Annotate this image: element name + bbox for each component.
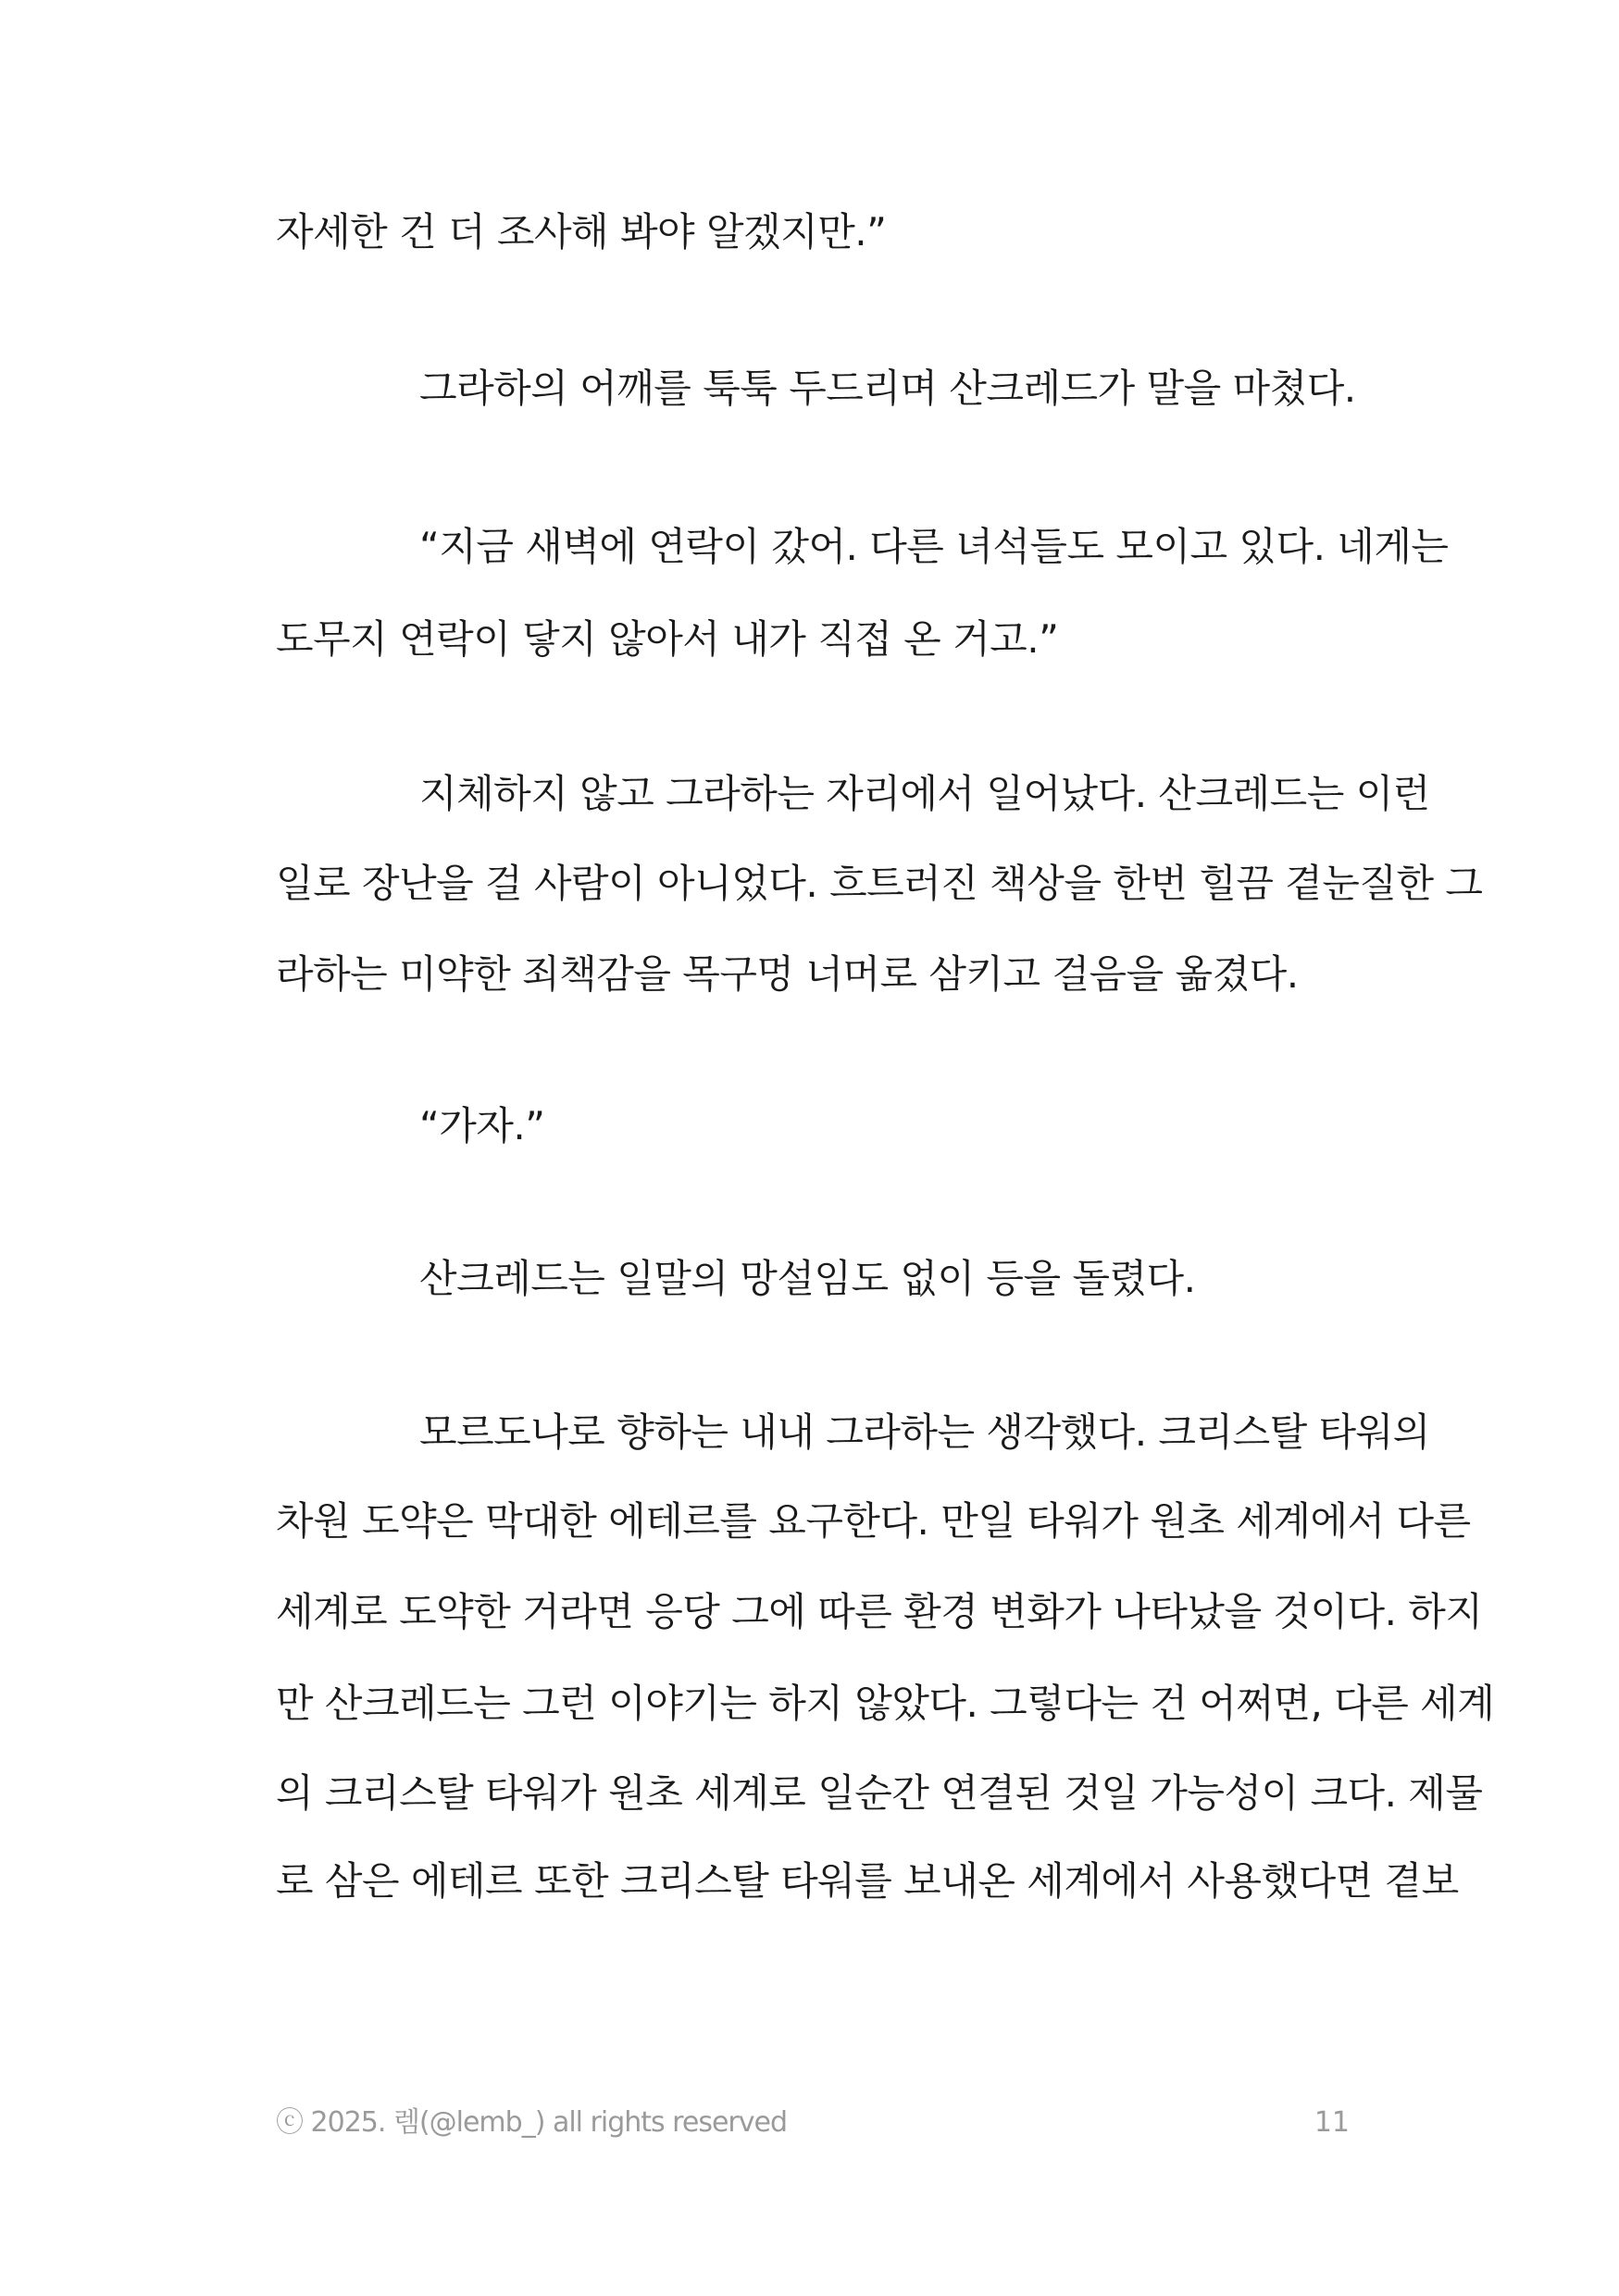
copyright-notice: ⓒ 2025. 렘(@lemb_) all rights reserved [276,2106,787,2139]
text-line: 일로 장난을 걸 사람이 아니었다. 흐트러진 책상을 한번 힐끔 곁눈질한 그 [276,861,1483,906]
text-line: 로 삼은 에테르 또한 크리스탈 타워를 보내온 세계에서 사용했다면 곁보 [276,1858,1459,1904]
text-line: 의 크리스탈 타워가 원초 세계로 일순간 연결된 것일 가능성이 크다. 제물 [276,1770,1483,1816]
text-line: 도무지 연락이 닿지 않아서 내가 직접 온 거고.” [276,616,1059,662]
text-line: 지체하지 않고 그라하는 자리에서 일어났다. 산크레드는 이런 [419,771,1430,816]
text-line: 세계로 도약한 거라면 응당 그에 따른 환경 변화가 나타났을 것이다. 하지 [276,1589,1483,1634]
text-line: 모르도나로 향하는 내내 그라하는 생각했다. 크리스탈 타워의 [419,1409,1430,1455]
text-line: 만 산크레드는 그런 이야기는 하지 않았다. 그렇다는 건 어쩌면, 다른 세계 [276,1681,1495,1726]
text-line: 라하는 미약한 죄책감을 목구멍 너머로 삼키고 걸음을 옮겼다. [276,951,1299,997]
text-line: 차원 도약은 막대한 에테르를 요구한다. 만일 타워가 원초 세계에서 다른 [276,1498,1471,1544]
text-line: 자세한 건 더 조사해 봐야 알겠지만.” [276,209,887,254]
text-line: 그라하의 어깨를 툭툭 두드리며 산크레드가 말을 마쳤다. [419,366,1356,411]
text-line: “지금 새벽에 연락이 갔어. 다른 녀석들도 모이고 있다. 네게는 [419,524,1449,569]
page-number: 11 [1314,2106,1350,2139]
text-line: 산크레드는 일말의 망설임도 없이 등을 돌렸다. [419,1256,1196,1301]
text-line: “가자.” [419,1103,545,1148]
